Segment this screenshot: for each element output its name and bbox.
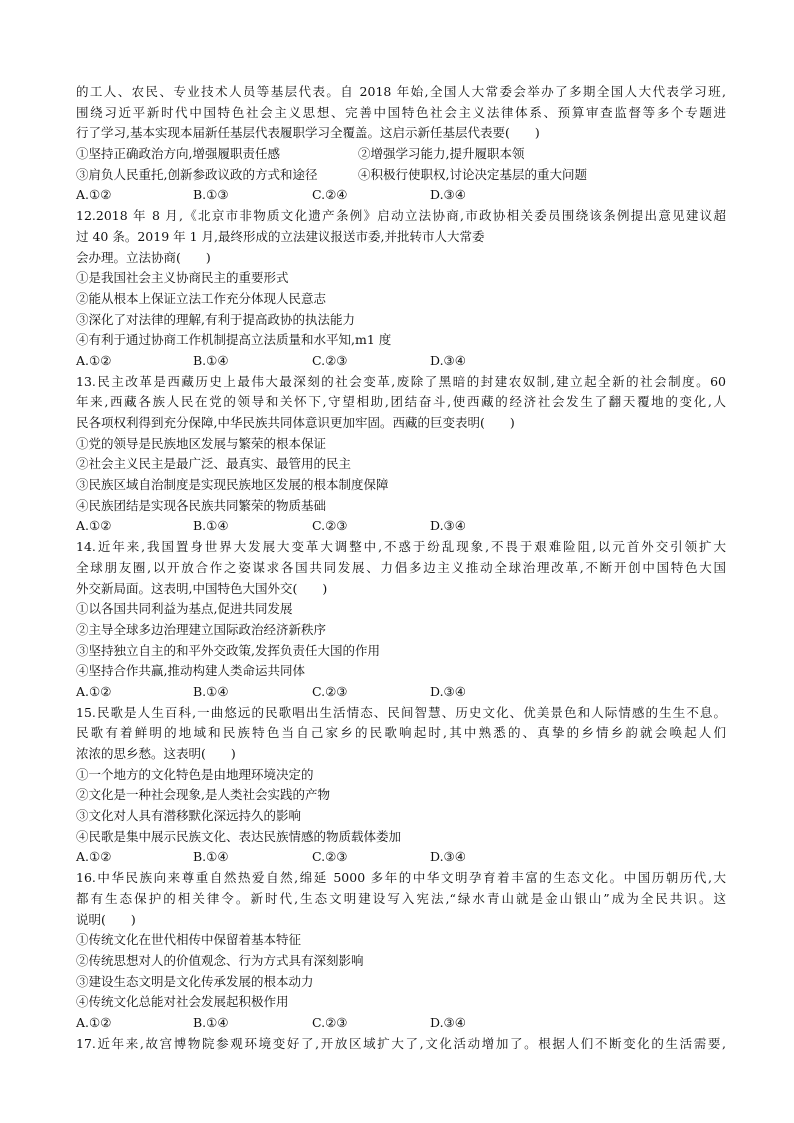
stem-line: 民各项权利得到充分保障,中华民族共同体意识更加牢固。西藏的巨变表明( ) [76, 415, 515, 430]
statement-2: ②主导全球多边治理建立国际政治经济新秩序 [76, 621, 327, 637]
statement-1: ①以各国共同利益为基点,促进共同发展 [76, 601, 293, 617]
option-c: C.②④ [312, 187, 348, 203]
option-c: C.②③ [312, 849, 348, 865]
option-d: D.③④ [430, 518, 466, 534]
option-a: A.①② [76, 352, 112, 368]
option-d: D.③④ [430, 187, 466, 203]
stem-line: 会办理。立法协商( ) [76, 249, 211, 265]
option-c: C.②③ [312, 1014, 348, 1030]
stem-line: 的工人、农民、专业技术人员等基层代表。自 2018 年始,全国人大常委会举办了多期全国人大代表学习班, [76, 84, 726, 99]
option-a: A.①② [76, 683, 112, 699]
option-b: B.①④ [193, 518, 229, 534]
stem-line: 13.民主改革是西藏历史上最伟大最深刻的社会变革,废除了黑暗的封建农奴制,建立起全新的社会制度。60 [76, 373, 726, 389]
stem-line: 浓浓的思乡愁。这表明( ) [76, 746, 236, 761]
stem-line: 都有生态保护的相关律令。新时代,生态文明建设写入宪法,“绿水青山就是金山银山”成为全民共识。这 [76, 890, 726, 906]
statement-2: ②能从根本上保证立法工作充分体现人民意志 [76, 290, 327, 306]
statement-row [76, 144, 726, 165]
statement-2: ②传统思想对人的价值观念、行为方式具有深刻影响 [76, 952, 364, 968]
option-d: D.③④ [430, 683, 466, 699]
option-b: B.①④ [193, 683, 229, 699]
statement-3: ③文化对人具有潜移默化深远持久的影响 [76, 808, 302, 824]
question-15-options [76, 847, 726, 868]
statement-2: ②文化是一种社会现象,是人类社会实践的产物 [76, 787, 330, 803]
statement-3: ③民族区域自治制度是实现民族地区发展的根本制度保障 [76, 477, 389, 493]
option-a: A.①② [76, 1014, 112, 1030]
statement-3: ③坚持独立自主的和平外交政策,发挥负责任大国的作用 [76, 642, 380, 658]
statement-3: ③深化了对法律的理解,有利于提高政协的执法能力 [76, 311, 355, 327]
statement-row [76, 165, 726, 186]
stem-line: 年来,西藏各族人民在党的领导和关怀下,守望相助,团结奋斗,使西藏的经济社会发生了翻天覆地的变化,人 [76, 394, 726, 410]
statement-4: ④积极行使职权,讨论决定基层的重大问题 [358, 166, 587, 182]
question-15-stem [76, 703, 726, 765]
question-14-stem [76, 537, 726, 599]
option-c: C.②③ [312, 352, 348, 368]
statement-2: ②增强学习能力,提升履职本领 [358, 146, 525, 162]
stem-line: 17.近年来,故宫博物院参观环境变好了,开放区域扩大了,文化活动增加了。根据人们不断变化的生活需要, [76, 1035, 726, 1051]
statement-4: ④民歌是集中展示民族文化、表达民族情感的物质载体娄加 [76, 828, 402, 844]
option-d: D.③④ [430, 849, 466, 865]
stem-line: 12.2018 年 8 月,《北京市非物质文化遗产条例》启动立法协商,市政协相关委员围绕该条例提出意见建议超 [76, 208, 726, 224]
statement-4: ④传统文化总能对社会发展起积极作用 [76, 994, 289, 1010]
question-11-stem [76, 82, 726, 144]
question-12-stem [76, 206, 726, 268]
question-11-options [76, 185, 726, 206]
option-b: B.①③ [193, 187, 229, 203]
statement-2: ②社会主义民主是最广泛、最真实、最管用的民主 [76, 456, 352, 472]
statement-3: ③建设生态文明是文化传承发展的根本动力 [76, 973, 314, 989]
option-b: B.①④ [193, 352, 229, 368]
stem-line: 民歌有着鲜明的地域和民族特色当自己家乡的民歌响起时,其中熟悉的、真挚的乡情乡韵就会唤起人们 [76, 725, 726, 741]
option-b: B.①④ [193, 1014, 229, 1030]
question-13-options [76, 516, 726, 537]
statement-3: ③肩负人民重托,创新参政议政的方式和途径 [76, 166, 318, 182]
statement-1: ①是我国社会主义协商民主的重要形式 [76, 270, 289, 286]
stem-line: 行了学习,基本实现本届新任基层代表履职学习全覆盖。这启示新任基层代表要( ) [76, 125, 540, 141]
question-14-options [76, 682, 726, 703]
question-12-options [76, 351, 726, 372]
option-b: B.①④ [193, 849, 229, 865]
option-a: A.①② [76, 518, 112, 534]
question-17-stem [76, 1034, 726, 1055]
stem-line: 过 40 条。2019 年 1 月,最终形成的立法建议报送市委,并批转市人大常委 [76, 228, 485, 244]
stem-line: 围绕习近平新时代中国特色社会主义思想、完善中国特色社会主义法律体系、预算审查监督等多个专题进 [76, 104, 726, 120]
statement-4: ④有利于通过协商工作机制提高立法质量和水平知,m1 度 [76, 332, 392, 348]
stem-line: 15.民歌是人生百科,一曲悠远的民歌唱出生活情态、民间智慧、历史文化、优美景色和人际情感的生生不息。 [76, 704, 726, 720]
option-d: D.③④ [430, 352, 466, 368]
option-a: A.①② [76, 849, 112, 865]
statement-1: ①传统文化在世代相传中保留着基本特征 [76, 932, 302, 948]
option-c: C.②③ [312, 683, 348, 699]
exam-page [76, 82, 726, 1054]
statement-1: ①一个地方的文化特色是由地理环境决定的 [76, 766, 314, 782]
stem-line: 16.中华民族向来尊重自然热爱自然,绵延 5000 多年的中华文明孕育着丰富的生态文化。中国历朝历代,大 [76, 870, 726, 886]
statement-4: ④民族团结是实现各民族共同繁荣的物质基础 [76, 497, 327, 513]
question-16-stem [76, 868, 726, 930]
question-16-options [76, 1013, 726, 1034]
statement-1: ①党的领导是民族地区发展与繁荣的根本保证 [76, 435, 327, 451]
question-13-stem [76, 372, 726, 434]
stem-line: 外交新局面。这表明,中国特色大国外交( ) [76, 580, 328, 596]
statement-4: ④坚持合作共赢,推动构建人类命运共同体 [76, 663, 305, 679]
option-a: A.①② [76, 187, 112, 203]
stem-line: 14.近年来,我国置身世界大发展大变革大调整中,不惑于纷乱现象,不畏于艰难险阻,以元首外交引领扩大 [76, 539, 726, 555]
stem-line: 全球朋友圈,以开放合作之姿谋求各国共同发展、力倡多边主义推动全球治理改革,不断开创中国特色大国 [76, 559, 726, 575]
statement-1: ①坚持正确政治方向,增强履职责任感 [76, 146, 280, 162]
option-c: C.②③ [312, 518, 348, 534]
stem-line: 说明( ) [76, 911, 136, 927]
option-d: D.③④ [430, 1014, 466, 1030]
